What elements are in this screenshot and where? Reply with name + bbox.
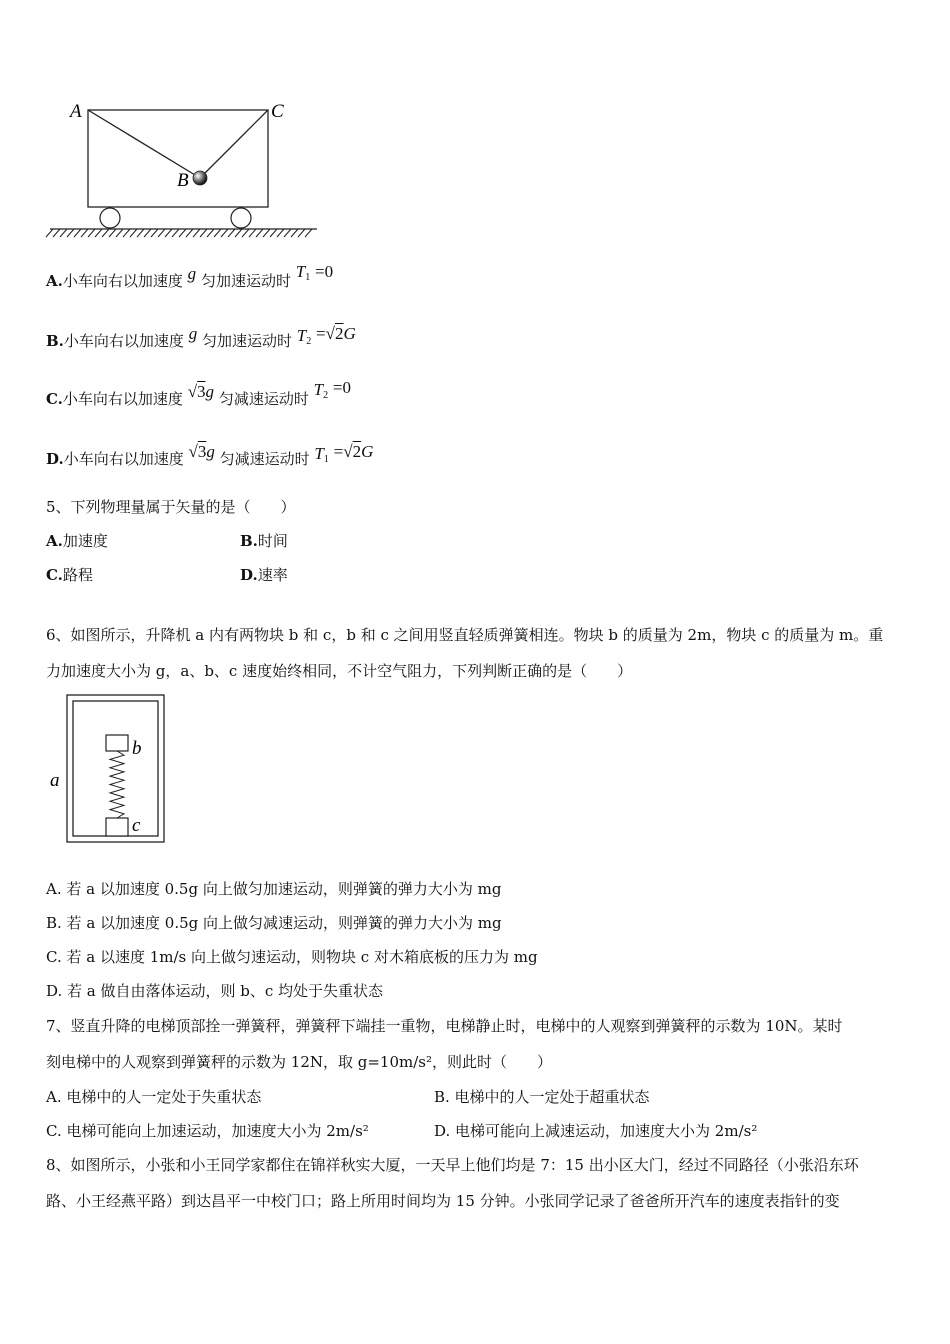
q8-stem-line1: 8、如图所示，小张和小王同学家都住在锦祥秋实大厦，一天早上他们均是 7：15 出小区大门，经过不同路径（小张沿东环 (46, 1156, 859, 1174)
q5-option-d[interactable]: D.速率 (240, 566, 288, 584)
q5-stem: 5、下列物理量属于矢量的是（ ） (46, 498, 296, 516)
q6-option-c[interactable]: C. 若 a 以速度 1m/s 向上做匀速运动，则物块 c 对木箱底板的压力为 mg (46, 948, 538, 966)
q6-stem-line2: 力加速度大小为 g，a、b、c 速度始终相同，不计空气阻力，下列判断正确的是（ ） (46, 662, 633, 680)
q5-option-b[interactable]: B.时间 (240, 532, 288, 550)
label-c: c (132, 815, 141, 836)
q7-option-c[interactable]: C. 电梯可能向上加速运动，加速度大小为 2m/s² (46, 1122, 369, 1140)
label-a: A (70, 101, 82, 122)
q6-option-a[interactable]: A. 若 a 以加速度 0.5g 向上做匀加速运动，则弹簧的弹力大小为 mg (46, 880, 502, 898)
label-b: b (132, 738, 142, 759)
q7-option-b[interactable]: B. 电梯中的人一定处于超重状态 (434, 1088, 650, 1106)
q5-option-c[interactable]: C.路程 (46, 566, 93, 584)
q4-option-c[interactable]: C.小车向右以加速度 √3g 匀减速运动时 $T^2 =0$ (46, 378, 351, 408)
label-a: a (50, 770, 60, 791)
elevator-figure (40, 690, 180, 850)
label-c: C (271, 101, 284, 122)
q6-option-b[interactable]: B. 若 a 以加速度 0.5g 向上做匀减速运动，则弹簧的弹力大小为 mg (46, 914, 502, 932)
q4-option-b[interactable]: B.小车向右以加速度 g 匀加速运动时 T2 =√2G (46, 324, 356, 350)
q7-option-d[interactable]: D. 电梯可能向上减速运动，加速度大小为 2m/s² (434, 1122, 758, 1140)
label-b: B (177, 170, 189, 191)
q7-stem-line1: 7、竖直升降的电梯顶部拴一弹簧秤，弹簧秤下端挂一重物，电梯静止时，电梯中的人观察到弹簧秤的示数为 10N。某时 (46, 1017, 843, 1035)
q4-option-d[interactable]: D.小车向右以加速度 √3g 匀减速运动时 T1 =√2G (46, 442, 374, 468)
q5-option-a[interactable]: A.加速度 (46, 532, 108, 550)
q8-stem-line2: 路、小王经燕平路）到达昌平一中校门口；路上所用时间均为 15 分钟。小张同学记录了爸爸所开汽车的速度表指针的变 (46, 1192, 840, 1210)
q6-option-d[interactable]: D. 若 a 做自由落体运动，则 b、c 均处于失重状态 (46, 982, 384, 1000)
cart-figure (45, 95, 330, 245)
q7-option-a[interactable]: A. 电梯中的人一定处于失重状态 (46, 1088, 262, 1106)
q6-stem-line1: 6、如图所示，升降机 a 内有两物块 b 和 c，b 和 c 之间用竖直轻质弹簧相连。物块 b 的质量为 2m，物块 c 的质量为 m。重 (46, 626, 884, 644)
q4-option-a[interactable]: A.小车向右以加速度 g 匀加速运动时 $T^1 =0$ (46, 262, 334, 290)
q7-stem-line2: 刻电梯中的人观察到弹簧秤的示数为 12N，取 g=10m/s²，则此时（ ） (46, 1053, 552, 1071)
